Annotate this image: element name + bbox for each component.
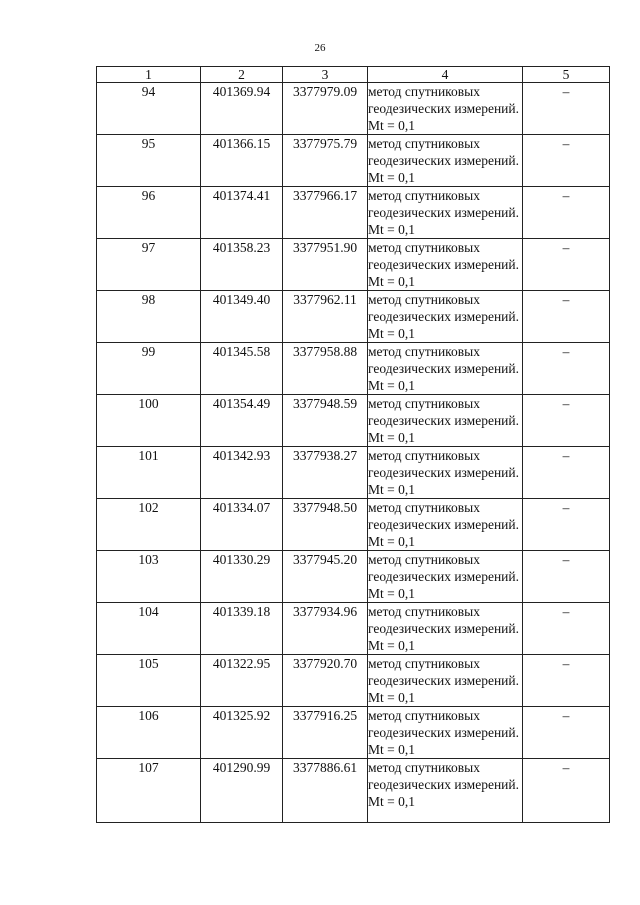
note-cell: – — [523, 83, 610, 135]
note-cell: – — [523, 707, 610, 759]
note-cell: – — [523, 603, 610, 655]
table-row — [97, 83, 610, 135]
y-coordinate-cell: 3377951.90 — [283, 239, 368, 291]
y-coordinate-cell: 3377886.61 — [283, 759, 368, 823]
x-coordinate-cell: 401339.18 — [201, 603, 283, 655]
column-header-4: 4 — [368, 67, 523, 83]
table-row — [97, 603, 610, 655]
x-coordinate-cell: 401374.41 — [201, 187, 283, 239]
table-row — [97, 239, 610, 291]
method-cell: метод спутниковых геодезических измерений. Mt = 0,1 — [368, 239, 523, 291]
point-number-cell: 97 — [97, 239, 201, 291]
table-row — [97, 759, 610, 823]
method-cell: метод спутниковых геодезических измерений. Mt = 0,1 — [368, 343, 523, 395]
point-number-cell: 102 — [97, 499, 201, 551]
point-number-cell: 107 — [97, 759, 201, 823]
point-number-cell: 95 — [97, 135, 201, 187]
y-coordinate-cell: 3377945.20 — [283, 551, 368, 603]
x-coordinate-cell: 401354.49 — [201, 395, 283, 447]
method-cell: метод спутниковых геодезических измерений. Mt = 0,1 — [368, 759, 523, 823]
x-coordinate-cell: 401290.99 — [201, 759, 283, 823]
y-coordinate-cell: 3377948.50 — [283, 499, 368, 551]
x-coordinate-cell: 401358.23 — [201, 239, 283, 291]
x-coordinate-cell: 401366.15 — [201, 135, 283, 187]
column-header-5: 5 — [523, 67, 610, 83]
table-row — [97, 291, 610, 343]
y-coordinate-cell: 3377920.70 — [283, 655, 368, 707]
y-coordinate-cell: 3377948.59 — [283, 395, 368, 447]
point-number-cell: 104 — [97, 603, 201, 655]
note-cell: – — [523, 655, 610, 707]
x-coordinate-cell: 401369.94 — [201, 83, 283, 135]
x-coordinate-cell: 401345.58 — [201, 343, 283, 395]
y-coordinate-cell: 3377938.27 — [283, 447, 368, 499]
method-cell: метод спутниковых геодезических измерений. Mt = 0,1 — [368, 83, 523, 135]
table-row — [97, 395, 610, 447]
y-coordinate-cell: 3377934.96 — [283, 603, 368, 655]
coordinates-table — [96, 66, 610, 823]
method-cell: метод спутниковых геодезических измерений. Mt = 0,1 — [368, 603, 523, 655]
y-coordinate-cell: 3377962.11 — [283, 291, 368, 343]
method-cell: метод спутниковых геодезических измерений. Mt = 0,1 — [368, 551, 523, 603]
note-cell: – — [523, 395, 610, 447]
note-cell: – — [523, 291, 610, 343]
y-coordinate-cell: 3377979.09 — [283, 83, 368, 135]
table-row — [97, 447, 610, 499]
point-number-cell: 105 — [97, 655, 201, 707]
note-cell: – — [523, 343, 610, 395]
x-coordinate-cell: 401349.40 — [201, 291, 283, 343]
table-row — [97, 707, 610, 759]
point-number-cell: 96 — [97, 187, 201, 239]
point-number-cell: 103 — [97, 551, 201, 603]
method-cell: метод спутниковых геодезических измерений. Mt = 0,1 — [368, 707, 523, 759]
y-coordinate-cell: 3377966.17 — [283, 187, 368, 239]
note-cell: – — [523, 447, 610, 499]
note-cell: – — [523, 135, 610, 187]
method-cell: метод спутниковых геодезических измерений. Mt = 0,1 — [368, 447, 523, 499]
table-row — [97, 343, 610, 395]
point-number-cell: 106 — [97, 707, 201, 759]
point-number-cell: 100 — [97, 395, 201, 447]
y-coordinate-cell: 3377958.88 — [283, 343, 368, 395]
note-cell: – — [523, 759, 610, 823]
method-cell: метод спутниковых геодезических измерений. Mt = 0,1 — [368, 395, 523, 447]
column-header-2: 2 — [201, 67, 283, 83]
table-row — [97, 187, 610, 239]
x-coordinate-cell: 401334.07 — [201, 499, 283, 551]
page-number: 26 — [314, 42, 326, 54]
x-coordinate-cell: 401325.92 — [201, 707, 283, 759]
y-coordinate-cell: 3377916.25 — [283, 707, 368, 759]
table-header — [97, 67, 610, 83]
table-row — [97, 551, 610, 603]
table-row — [97, 655, 610, 707]
x-coordinate-cell: 401330.29 — [201, 551, 283, 603]
note-cell: – — [523, 239, 610, 291]
note-cell: – — [523, 551, 610, 603]
note-cell: – — [523, 187, 610, 239]
point-number-cell: 99 — [97, 343, 201, 395]
method-cell: метод спутниковых геодезических измерений. Mt = 0,1 — [368, 135, 523, 187]
method-cell: метод спутниковых геодезических измерений. Mt = 0,1 — [368, 655, 523, 707]
point-number-cell: 98 — [97, 291, 201, 343]
x-coordinate-cell: 401322.95 — [201, 655, 283, 707]
note-cell: – — [523, 499, 610, 551]
y-coordinate-cell: 3377975.79 — [283, 135, 368, 187]
column-header-1: 1 — [97, 67, 201, 83]
table-row — [97, 135, 610, 187]
table-row — [97, 499, 610, 551]
point-number-cell: 94 — [97, 83, 201, 135]
x-coordinate-cell: 401342.93 — [201, 447, 283, 499]
header-row — [97, 67, 610, 83]
column-header-3: 3 — [283, 67, 368, 83]
table-body — [97, 83, 610, 823]
method-cell: метод спутниковых геодезических измерений. Mt = 0,1 — [368, 291, 523, 343]
method-cell: метод спутниковых геодезических измерений. Mt = 0,1 — [368, 187, 523, 239]
point-number-cell: 101 — [97, 447, 201, 499]
method-cell: метод спутниковых геодезических измерений. Mt = 0,1 — [368, 499, 523, 551]
